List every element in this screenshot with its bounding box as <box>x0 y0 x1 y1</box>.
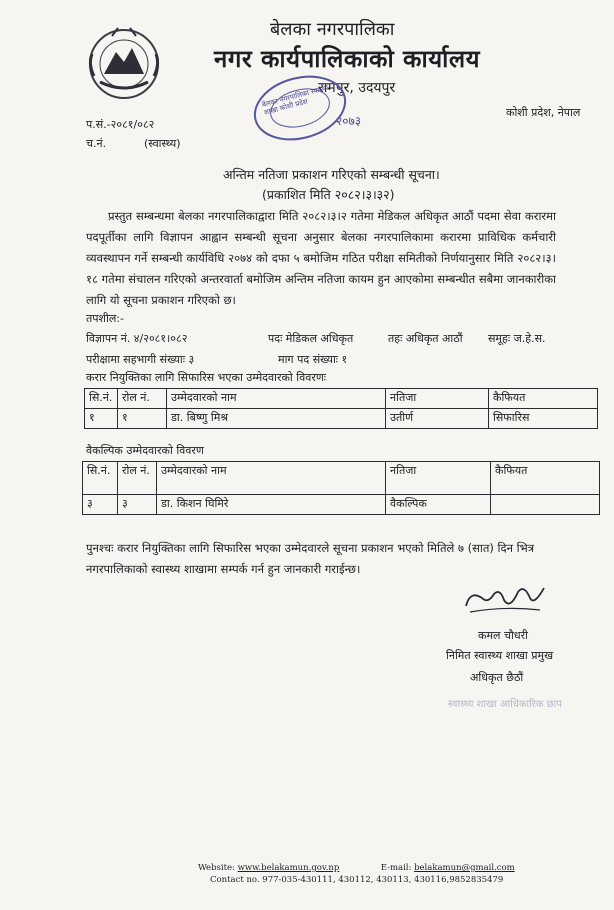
advertisement-number: विज्ञापन नं. ४/२०८१।०८२ <box>86 332 188 345</box>
header-cell: रोल नं. <box>118 389 167 409</box>
table-cell: वैकल्पिक <box>386 495 491 515</box>
header-cell: कैफियत <box>491 462 600 495</box>
seal-text: बेलका नगरपालिका स्वास्थ्य शाखा कोशी प्रदेश <box>261 83 330 117</box>
seal-number: २०७३ <box>336 114 361 128</box>
signature-icon <box>460 580 550 620</box>
table-cell: १ <box>118 409 167 429</box>
recommended-heading: करार नियुक्तिका लागि सिफारिस भएका उम्मेदवारको विवरणः <box>86 371 327 384</box>
table-cell: सिफारिस <box>489 409 598 429</box>
office-address: रामपुर, उदयपुर <box>318 80 396 96</box>
email-link[interactable]: belakamun@gmail.com <box>414 863 515 873</box>
office-name: नगर कार्यपालिकाको कार्यालय <box>214 45 481 73</box>
table-cell: उतीर्ण <box>386 409 489 429</box>
table-cell: डा. किशन घिमिरे <box>157 495 386 515</box>
website-link[interactable]: www.belakamun.gov.np <box>237 863 340 873</box>
header-cell: रोल नं. <box>118 462 157 495</box>
header-cell: सि.नं. <box>85 389 118 409</box>
details-label: तपशील:- <box>86 312 124 325</box>
table-row <box>83 495 600 515</box>
level-label: तहः अधिकृत आठौं <box>388 332 463 345</box>
publication-date: (प्रकाशित मिति २०८२।३।३२) <box>262 187 395 202</box>
section-label: (स्वास्थ्य) <box>144 137 181 150</box>
website-label: Website: <box>198 863 235 873</box>
notice-title: अन्तिम नतिजा प्रकाशन गरिएको सम्बन्धी सूचना। <box>223 167 440 182</box>
signatory-title: निमित स्वास्थ्य शाखा प्रमुख <box>446 649 554 662</box>
header-cell: सि.नं. <box>83 462 118 495</box>
header-cell: कैफियत <box>489 389 598 409</box>
alternate-table <box>82 461 600 515</box>
header-cell: उम्मेदवारको नाम <box>157 462 386 495</box>
table-cell: १ <box>85 409 118 429</box>
notice-body: प्रस्तुत सम्बन्धमा बेलका नगरपालिकाद्वारा मिति २०८२।३।२ गतेमा मेडिकल अधिकृत आठौं पदमा सेवा करारमा पदपूर्तीका लागि विज्ञापन आह्वान सम्बन्धी सूचना अनुसार बेलका नगरपालिकामा करारमा प्राविधिक कर्मचारी व्यवस्थापन गर्ने सम्बन्धी कार्यविधि २०७४ को दफा ५ बमोजिम गठित परीक्षा समितीको निर्णयानुसार मिति २०८२।३।१८ गतेमा संचालन गरिएको अन्तरवार्ता बमोजिम अन्तिम नतिजा कायम हुन आएकोमा सम्बन्धीत सबैमा जानकारीका लागि यो सूचना प्रकाशन गरिएको छ। <box>86 209 556 307</box>
alternate-heading: वैकल्पिक उम्मेदवारको विवरण <box>86 444 204 457</box>
footer-website-line <box>198 863 515 873</box>
footer-contact: Contact no. 977-035-430111, 430112, 430113, 430116,9852835479 <box>210 875 504 885</box>
header-cell: नतिजा <box>386 389 489 409</box>
header-cell: उम्मेदवारको नाम <box>167 389 386 409</box>
group-label: समूहः ज.हे.स. <box>488 332 546 345</box>
table-cell: ३ <box>118 495 157 515</box>
email-label: E-mail: <box>380 863 412 873</box>
table-cell: ३ <box>83 495 118 515</box>
table-cell: डा. बिष्णु मिश्र <box>167 409 386 429</box>
recommended-table <box>84 388 598 429</box>
participants-count: परीक्षामा सहभागी संख्याः ३ <box>86 353 195 366</box>
table-header-row <box>83 462 600 495</box>
post-label: पदः मेडिकल अधिकृत <box>268 332 354 345</box>
signatory-rank: अधिकृत छैठौं <box>470 671 524 684</box>
table-row <box>85 409 598 429</box>
signatory-name: कमल चौधरी <box>478 629 528 642</box>
province-label: कोशी प्रदेश, नेपाल <box>506 106 581 119</box>
reference-number: प.सं.-२०८१/०८२ <box>86 118 155 131</box>
postscript: पुनश्चः करार नियुक्तिका लागि सिफारिस भएका उम्मेदवारले सूचना प्रकाशन भएको मितिले ७ (सात) दिन भित्र नगरपालिकाको स्वास्थ्य शाखामा सम्पर्क गर्न हुन जानकारी गराईन्छ। <box>86 541 535 576</box>
demand-count: माग पद संख्याः १ <box>278 353 348 366</box>
municipality-name: बेलका नगरपालिका <box>270 19 395 40</box>
table-cell <box>491 495 600 515</box>
table-header-row <box>85 389 598 409</box>
faded-stamp-text: स्वास्थ्य शाखा आधिकारिक छाप <box>448 699 562 710</box>
header-cell: नतिजा <box>386 462 491 495</box>
dispatch-number: च.नं. <box>86 137 107 150</box>
nepal-emblem-icon <box>82 24 166 104</box>
